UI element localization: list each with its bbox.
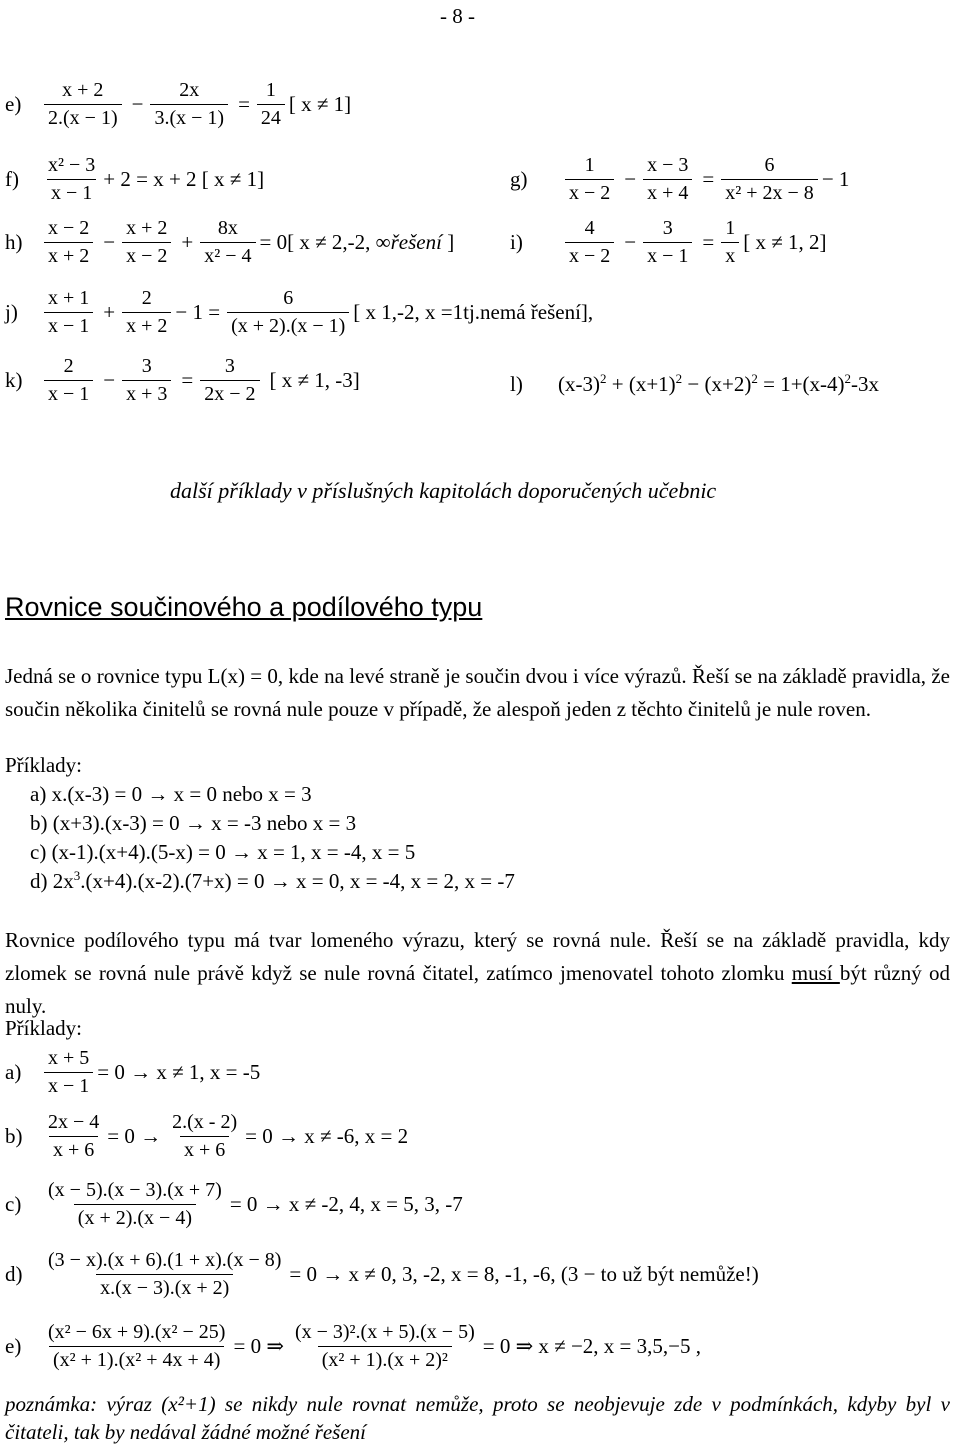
list-item: c) (x-1).(x+4).(5-x) = 0 → x = 1, x = -4, x = 5 bbox=[30, 840, 416, 864]
equation-g bbox=[510, 155, 853, 204]
list-item bbox=[30, 867, 515, 896]
denominator: x.(x − 3).(x + 2) bbox=[96, 1274, 233, 1299]
denominator: x − 1 bbox=[44, 380, 93, 405]
fraction bbox=[44, 356, 93, 405]
equation-f bbox=[5, 155, 268, 204]
quotient-example-d bbox=[5, 1250, 763, 1299]
equation-i bbox=[510, 218, 831, 267]
fraction bbox=[200, 356, 259, 405]
denominator: (x + 2).(x − 4) bbox=[74, 1204, 196, 1229]
numerator: x² − 3 bbox=[48, 154, 96, 176]
list-item: a) x.(x-3) = 0 → x = 0 nebo x = 3 bbox=[30, 782, 312, 806]
equation-label: l) bbox=[510, 372, 523, 396]
denominator: x − 2 bbox=[565, 242, 614, 267]
equation-label: f) bbox=[5, 167, 19, 191]
numerator: 3 bbox=[662, 217, 673, 239]
fraction bbox=[44, 1250, 285, 1299]
equation-rest: = 0 → x ≠ 0, 3, -2, x = 8, -1, -6, (3 − to už být nemůže!) bbox=[289, 1262, 759, 1286]
section-heading: Rovnice součinového a podílového typu bbox=[5, 592, 483, 622]
underlined-word: musí bbox=[791, 961, 840, 985]
denominator: x + 2 bbox=[44, 242, 93, 267]
equation-label: k) bbox=[5, 368, 23, 392]
operator: + bbox=[103, 300, 116, 324]
equation-h bbox=[5, 218, 458, 267]
equation-rest: + 2 = x + 2 [ x ≠ 1] bbox=[103, 167, 265, 191]
fraction bbox=[643, 218, 692, 267]
condition: [ x 1,-2, x =1tj.nemá řešení], bbox=[353, 300, 594, 324]
equation-rest-end: ] bbox=[441, 230, 455, 254]
denominator: x + 6 bbox=[180, 1136, 229, 1161]
numerator: 2.(x - 2) bbox=[172, 1111, 238, 1133]
numerator: (3 − x).(x + 6).(1 + x).(x − 8) bbox=[48, 1249, 282, 1271]
fraction bbox=[565, 155, 614, 204]
denominator: (x² + 1).(x² + 4x + 4) bbox=[49, 1346, 224, 1371]
examples-label: Příklady: bbox=[5, 753, 82, 777]
numerator: 1 bbox=[584, 154, 595, 176]
fraction bbox=[643, 155, 692, 204]
denominator: x² + 2x − 8 bbox=[721, 179, 818, 204]
denominator: (x + 2).(x − 1) bbox=[227, 312, 349, 337]
denominator: 3.(x − 1) bbox=[150, 104, 228, 129]
fraction bbox=[168, 1112, 241, 1161]
equation-label: e) bbox=[5, 92, 22, 116]
equation-label: h) bbox=[5, 230, 23, 254]
fraction bbox=[122, 356, 171, 405]
numerator: (x − 5).(x − 3).(x + 7) bbox=[48, 1179, 222, 1201]
equation-label: a) bbox=[5, 1060, 22, 1084]
equation-rest bbox=[260, 230, 455, 255]
numerator: x + 1 bbox=[48, 287, 90, 309]
operator: = bbox=[702, 167, 715, 191]
numerator: (x − 3)².(x + 5).(x − 5) bbox=[294, 1321, 475, 1343]
equation-label: b) bbox=[5, 1124, 23, 1148]
equation-rest-italic: řešení bbox=[390, 230, 442, 254]
denominator: x + 6 bbox=[49, 1136, 98, 1161]
equation-rest: = 0 → x ≠ 1, x = -5 bbox=[97, 1060, 261, 1084]
equation-label: j) bbox=[5, 300, 18, 324]
more-examples-note: další příklady v příslušných kapitolách doporučených učebnic bbox=[170, 478, 717, 503]
equation-rest: − 1 bbox=[821, 167, 850, 191]
numerator: 3 bbox=[224, 355, 235, 377]
denominator: 2.(x − 1) bbox=[44, 104, 122, 129]
fraction bbox=[721, 218, 739, 267]
operator: = bbox=[238, 92, 250, 116]
equation-part: (x-3) bbox=[558, 372, 600, 396]
equation-label: d) bbox=[5, 1262, 23, 1286]
numerator: 6 bbox=[283, 287, 294, 309]
fraction bbox=[565, 218, 614, 267]
denominator: x − 1 bbox=[47, 179, 96, 204]
product-examples-list bbox=[30, 780, 515, 896]
denominator: 24 bbox=[257, 104, 285, 129]
exponent: 2 bbox=[844, 371, 852, 386]
equation-label: i) bbox=[510, 230, 523, 254]
quotient-example-a bbox=[5, 1048, 264, 1097]
paragraph-text: Rovnice podílového typu má tvar lomeného výrazu, který se rovná nule. Řeší se na základě pravidla, kdy zlomek se rovná nule právě když se nule rovná čitatel, zatímco jmenovatel tohoto zlomku bbox=[5, 928, 950, 985]
equation-rest: = 0 → x ≠ -6, x = 2 bbox=[245, 1124, 409, 1148]
paragraph-quotient bbox=[5, 924, 950, 1023]
paragraph-text: být různý od nuly. bbox=[5, 961, 951, 1018]
list-item-part: .(x+4).(x-2).(7+x) = 0 → x = 0, x = -4, x = 2, x = -7 bbox=[80, 869, 515, 893]
equation-part: − (x+2) bbox=[682, 372, 752, 396]
denominator: x − 2 bbox=[122, 242, 171, 267]
fraction bbox=[291, 1322, 479, 1371]
equation-label: e) bbox=[5, 1334, 22, 1358]
condition: [ x ≠ 1, -3] bbox=[269, 368, 360, 392]
exponent: 2 bbox=[599, 371, 607, 386]
numerator: 6 bbox=[764, 154, 775, 176]
numerator: (x² − 6x + 9).(x² − 25) bbox=[48, 1321, 226, 1343]
operator: = bbox=[181, 368, 194, 392]
operator: − bbox=[624, 167, 637, 191]
equation-part: -3x bbox=[851, 372, 880, 396]
numerator: 2 bbox=[141, 287, 152, 309]
list-item: b) (x+3).(x-3) = 0 → x = -3 nebo x = 3 bbox=[30, 811, 357, 835]
numerator: x − 2 bbox=[48, 217, 90, 239]
numerator: x + 2 bbox=[62, 79, 104, 101]
fraction bbox=[122, 288, 171, 337]
equation-rest: = 0 → x ≠ -2, 4, x = 5, 3, -7 bbox=[229, 1192, 463, 1216]
numerator: 2x − 4 bbox=[48, 1111, 100, 1133]
exponent: 2 bbox=[751, 371, 758, 386]
list-item-part: d) 2x bbox=[30, 869, 74, 893]
fraction bbox=[44, 1048, 93, 1097]
fraction bbox=[44, 155, 99, 204]
equation-mid: = 0 ⇒ bbox=[233, 1334, 284, 1358]
equation-label: g) bbox=[510, 167, 528, 191]
fraction bbox=[122, 218, 171, 267]
condition: [ x ≠ 1] bbox=[288, 92, 352, 116]
operator: − bbox=[624, 230, 637, 254]
numerator: 1 bbox=[725, 217, 736, 239]
denominator: x − 1 bbox=[44, 312, 93, 337]
equation-k bbox=[5, 356, 364, 405]
fraction bbox=[44, 288, 93, 337]
equation-j bbox=[5, 288, 597, 337]
fraction bbox=[44, 80, 122, 129]
numerator: 2x bbox=[179, 79, 200, 101]
equation-part: = 1+(x-4) bbox=[757, 372, 845, 396]
denominator: x² − 4 bbox=[200, 242, 255, 267]
examples-label: Příklady: bbox=[5, 1016, 82, 1040]
equation-part: + (x+1) bbox=[606, 372, 676, 396]
denominator: x bbox=[721, 242, 739, 267]
denominator: x − 1 bbox=[44, 1072, 93, 1097]
fraction bbox=[44, 1180, 226, 1229]
equation-mid: = 0 → bbox=[107, 1124, 162, 1148]
fraction bbox=[44, 1322, 229, 1371]
operator: + bbox=[181, 230, 194, 254]
paragraph-product: Jedná se o rovnice typu L(x) = 0, kde na levé straně je součin dvou i více výrazů. Řeší se na základě pravidla, že součin několika činitelů se rovná nule pouze v případě, že alespoň jeden z těchto činitelů je nule roven. bbox=[5, 664, 950, 721]
equation-rest-text: = 0[ x ≠ 2,-2, ∞ bbox=[259, 230, 391, 254]
denominator: x + 2 bbox=[122, 312, 171, 337]
equation-e bbox=[5, 80, 355, 129]
exponent: 3 bbox=[73, 868, 81, 883]
numerator: 8x bbox=[217, 217, 238, 239]
page-number: - 8 - bbox=[440, 4, 475, 28]
numerator: 1 bbox=[265, 79, 276, 101]
fraction bbox=[150, 80, 228, 129]
denominator: (x² + 1).(x + 2)² bbox=[318, 1346, 452, 1371]
fraction bbox=[227, 288, 349, 337]
numerator: x + 5 bbox=[48, 1047, 90, 1069]
numerator: 4 bbox=[584, 217, 595, 239]
operator: − bbox=[131, 92, 144, 116]
operator: − bbox=[103, 368, 116, 392]
denominator: x + 3 bbox=[122, 380, 171, 405]
quotient-example-c bbox=[5, 1180, 467, 1229]
fraction bbox=[257, 80, 285, 129]
numerator: 3 bbox=[141, 355, 152, 377]
numerator: x + 2 bbox=[126, 217, 168, 239]
quotient-example-e bbox=[5, 1322, 705, 1371]
equation-label: c) bbox=[5, 1192, 22, 1216]
denominator: x + 4 bbox=[643, 179, 692, 204]
numerator: x − 3 bbox=[647, 154, 689, 176]
denominator: 2x − 2 bbox=[200, 380, 259, 405]
fraction bbox=[721, 155, 818, 204]
equation-rest: = 0 ⇒ x ≠ −2, x = 3,5,−5 , bbox=[482, 1334, 701, 1358]
exponent: 2 bbox=[675, 371, 683, 386]
fraction bbox=[44, 218, 93, 267]
equation-mid: − 1 = bbox=[175, 300, 221, 324]
note: poznámka: výraz (x²+1) se nikdy nule rovnat nemůže, proto se neobjevuje zde v podmínkách, kdyby byl v čitateli, tak by nedával žádné možné řešení bbox=[5, 1392, 950, 1444]
equation-l bbox=[510, 371, 880, 396]
quotient-example-b bbox=[5, 1112, 412, 1161]
operator: − bbox=[103, 230, 116, 254]
operator: = bbox=[702, 230, 715, 254]
fraction bbox=[44, 1112, 103, 1161]
condition: [ x ≠ 1, 2] bbox=[743, 230, 827, 254]
denominator: x − 2 bbox=[565, 179, 614, 204]
denominator: x − 1 bbox=[643, 242, 692, 267]
numerator: 2 bbox=[63, 355, 74, 377]
fraction bbox=[200, 218, 255, 267]
